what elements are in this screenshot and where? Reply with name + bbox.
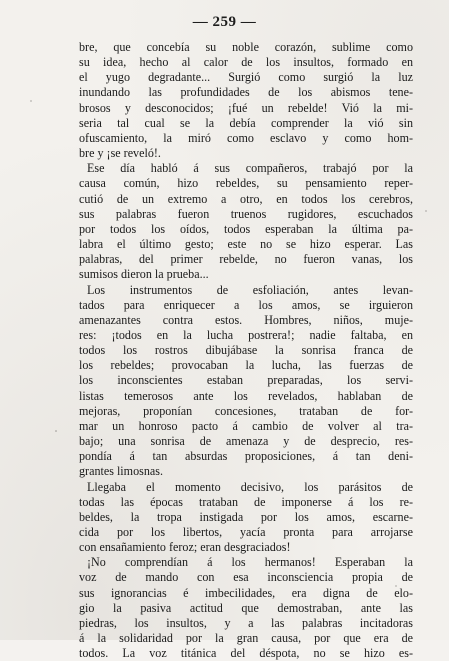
- text-line: piedras, los insultos, y a las palabras incitadoras: [79, 615, 413, 630]
- text-line: mejoras, proponían concesiones, trataban de for-: [79, 403, 413, 418]
- text-line: res: ¡todos en la lucha postrera!; nadie faltaba, en: [79, 327, 413, 342]
- text-line: beldes, la tropa instigada por los amos, escarne-: [79, 509, 413, 524]
- text-line: el yugo degradante... Surgió como surgió la luz: [79, 70, 413, 85]
- text-line: todos. La voz titánica del déspota, no se hizo es-: [79, 646, 413, 661]
- paper-speck: [30, 100, 32, 102]
- text-line: voz de mando con esa inconsciencia propia de: [79, 570, 413, 585]
- paper-speck: [425, 210, 427, 212]
- text-line: gio la pasiva actitud que demostraban, ante las: [79, 600, 413, 615]
- text-line: Llegaba el momento decisivo, los parásitos de: [87, 479, 413, 494]
- page-number: — 259 —: [192, 14, 257, 30]
- text-line: con ensañamiento feroz; eran desgraciados!: [79, 540, 291, 555]
- text-line: amenazantes contra estos. Hombres, niños, muje-: [79, 312, 413, 327]
- text-line: Los instrumentos de esfoliación, antes levan-: [87, 282, 413, 297]
- text-line: por todos los oídos, todos esperaban la última pa-: [79, 221, 413, 236]
- text-line: todos los rostros dibujábase la sonrisa franca de: [79, 343, 413, 358]
- paper-speck: [140, 612, 142, 614]
- text-line: cutió de un extremo a otro, en todos los cerebros,: [79, 191, 413, 206]
- text-line: bre y ¡se reveló!.: [79, 146, 161, 161]
- text-line: todas las épocas trataban de imponerse á los re-: [79, 494, 413, 509]
- text-line: Ese día habló á sus compañeros, trabajó por la: [87, 161, 413, 176]
- text-line: á la solidaridad por la gran causa, por que era de: [79, 631, 413, 646]
- text-line: bajo; una sonrisa de amenaza y de desprecio, res-: [79, 434, 413, 449]
- paper-speck: [395, 585, 397, 587]
- text-line: brosos y desconocidos; ¡fué un rebelde! Vió la mi-: [79, 100, 413, 115]
- text-line: labra el último gesto; este no se hizo esperar. Las: [79, 237, 413, 252]
- text-line: su idea, hecho al calor de los insultos, formado en: [79, 55, 413, 70]
- text-line: grantes limosnas.: [79, 464, 163, 479]
- text-line: seria tal cual se la debía comprender la vió sin: [79, 115, 413, 130]
- text-line: los rebeldes; provocaban la lucha, las fuerzas de: [79, 358, 413, 373]
- text-line: pondía á tan absurdas proposiciones, á tan deni-: [79, 449, 413, 464]
- text-line: bre, que concebía su noble corazón, sublime como: [79, 40, 413, 54]
- text-line: causa común, hizo rebeldes, su pensamiento reper-: [79, 176, 413, 191]
- text-line: tados para enriquecer a los amos, se irguieron: [79, 297, 413, 312]
- text-line: cida por los libertos, yacía pronta para arrojarse: [79, 525, 413, 539]
- text-line: ofuscamiento, la miró como esclavo y como hom-: [79, 130, 413, 145]
- text-line: sus palabras fueron truenos rugidores, escuchados: [79, 206, 413, 221]
- text-line: inundando las profundidades de los abismos tene-: [79, 85, 413, 100]
- text-line: los inconscientes estaban preparadas, los servi-: [79, 373, 413, 388]
- text-line: sumisos dieron la prueba...: [79, 267, 209, 282]
- text-line: palabras, del primer rebelde, no fueron vanas, los: [79, 252, 413, 267]
- body-text: [79, 40, 413, 661]
- text-line: listas temerosos ante los revelados, hablaban de: [79, 388, 413, 403]
- text-line: ¡No comprendían á los hermanos! Esperaban la: [87, 555, 413, 570]
- text-line: sus ignorancias é imbecilidades, era digna de elo-: [79, 585, 413, 600]
- text-line: mar un honroso pacto á cambio de volver al tra-: [79, 418, 413, 433]
- paper-speck: [55, 430, 57, 432]
